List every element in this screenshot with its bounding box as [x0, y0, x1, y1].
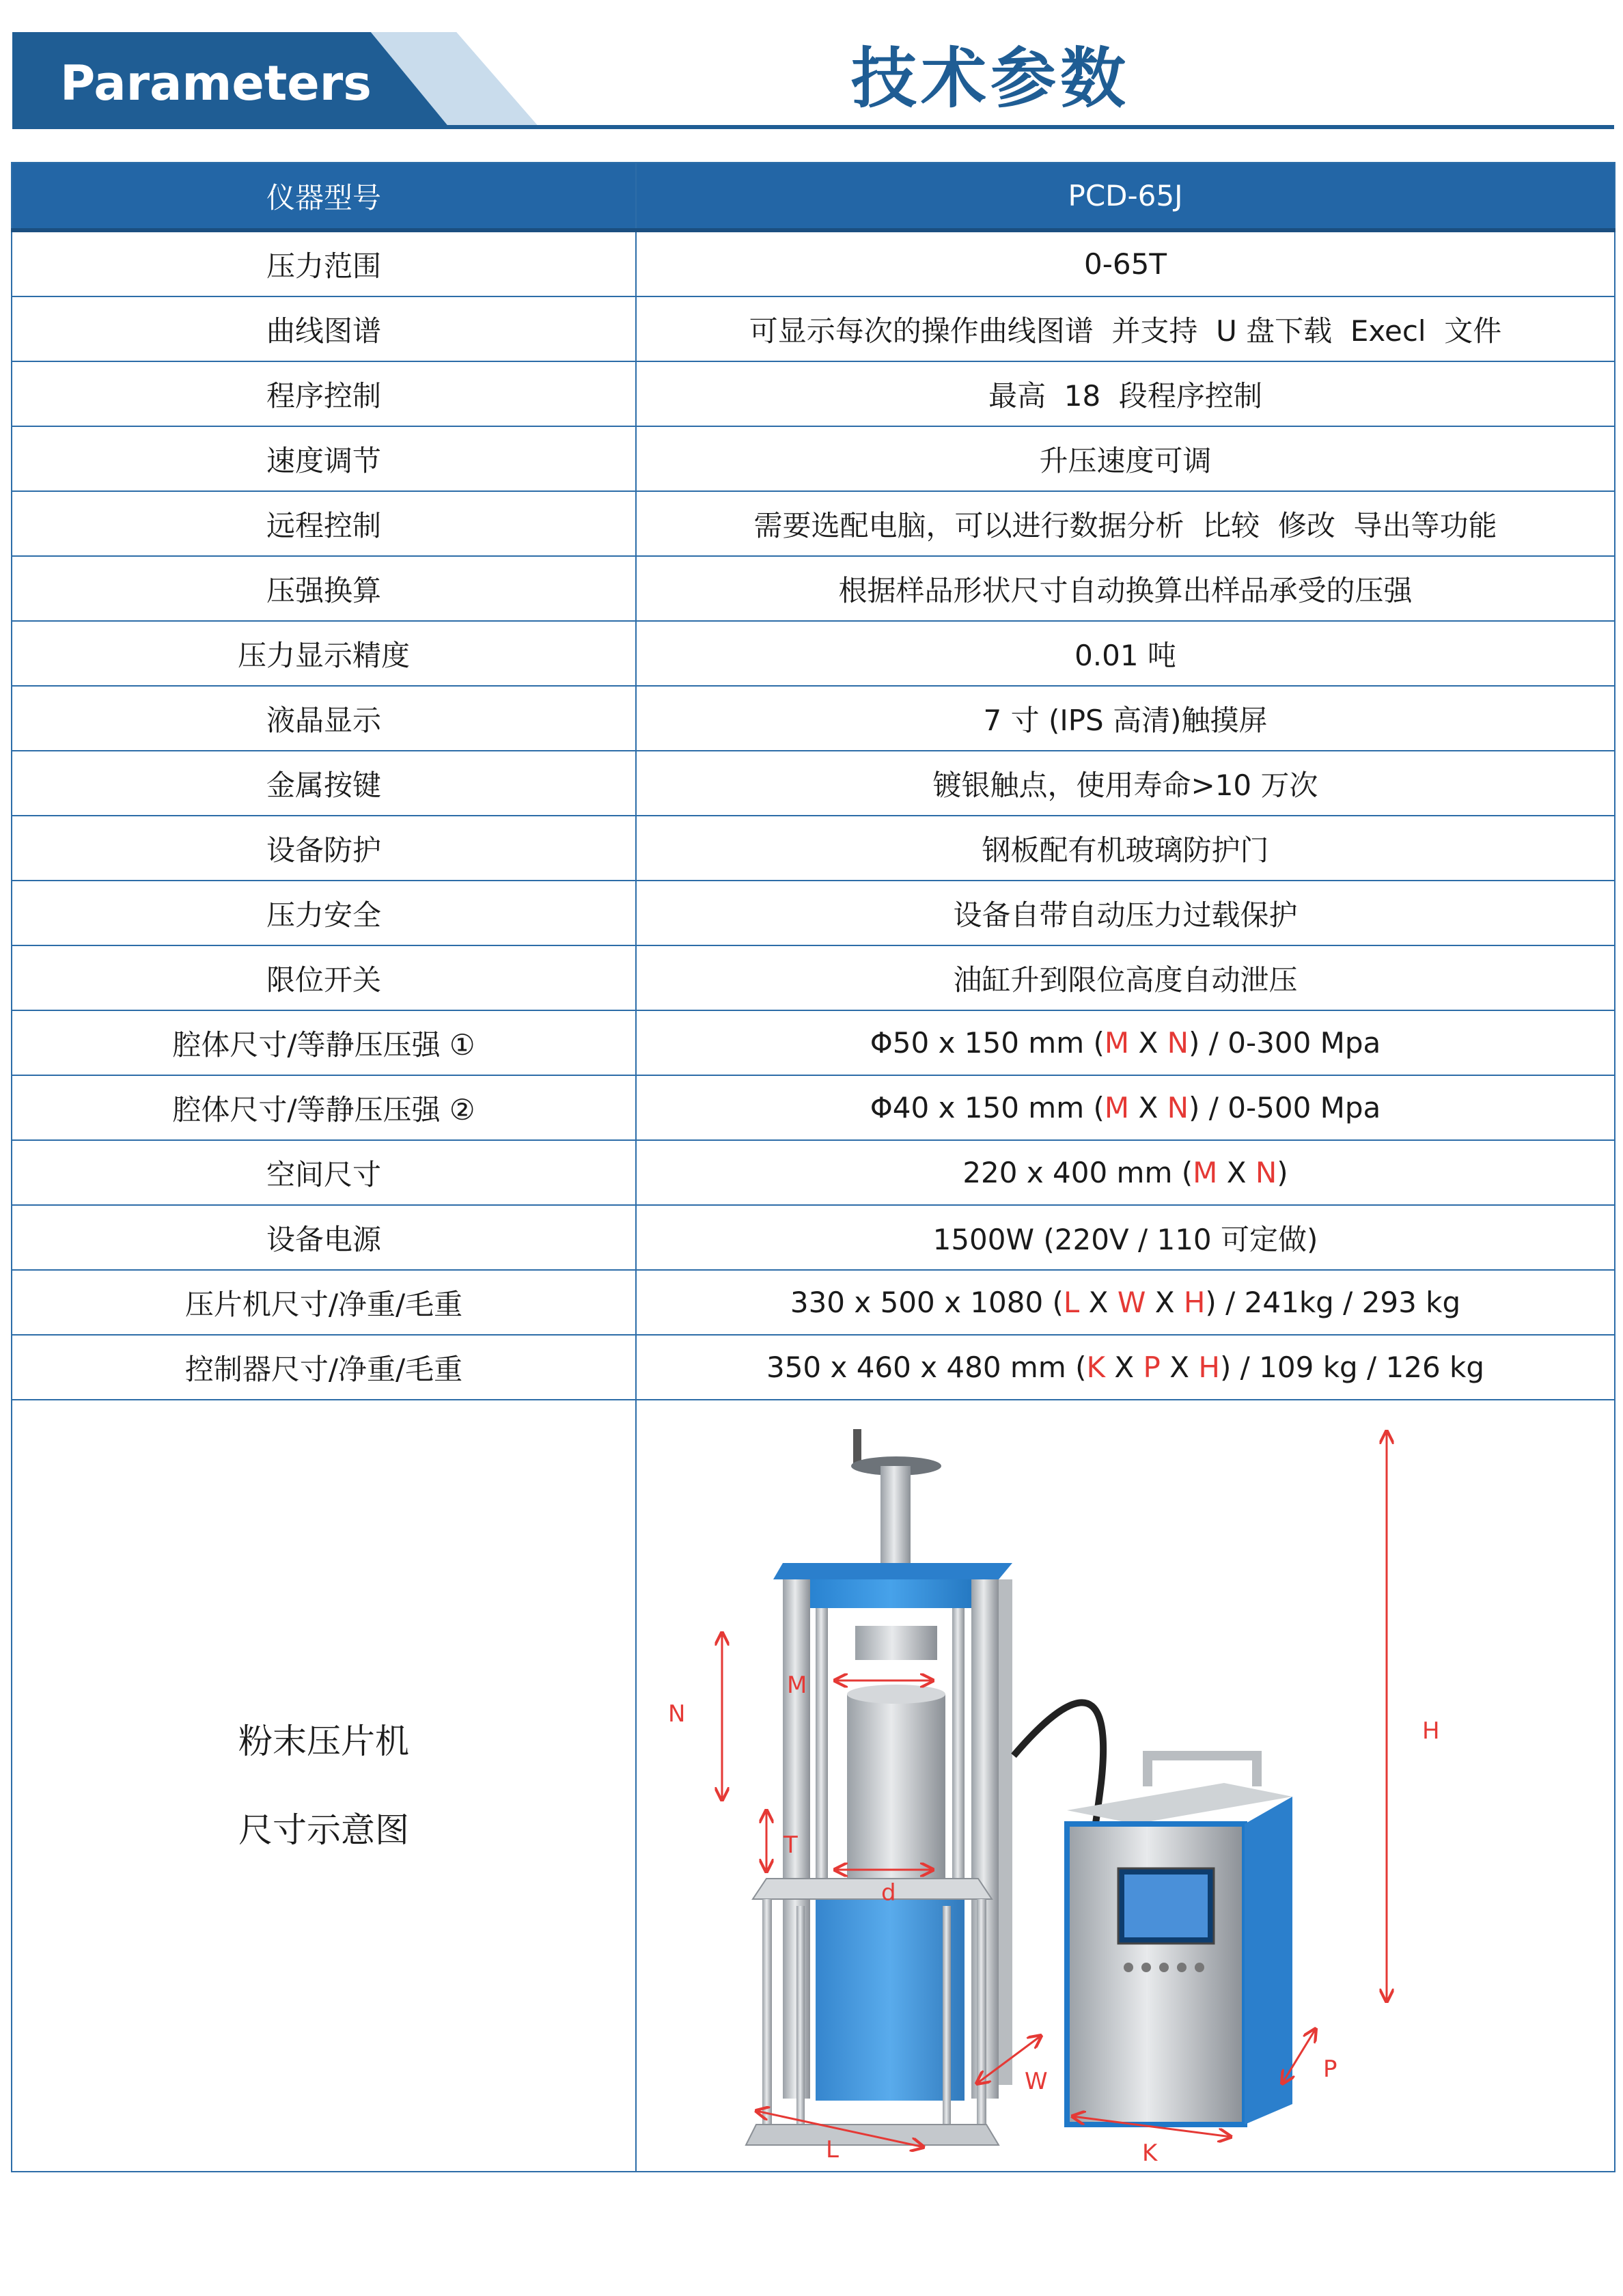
base-leg	[762, 1899, 772, 2138]
value-text: X	[1129, 1026, 1167, 1060]
value-text: X	[1146, 1286, 1184, 1319]
param-label: 设备防护	[12, 816, 636, 881]
param-value: 镀银触点，使用寿命>10 万次	[636, 751, 1615, 816]
param-label: 液晶显示	[12, 686, 636, 751]
value-text: 350 x 460 x 480 mm (	[766, 1351, 1087, 1384]
table-row	[12, 945, 1615, 1010]
base-plate	[746, 2125, 999, 2145]
table-row	[12, 751, 1615, 816]
mold-cylinder	[847, 1694, 945, 1879]
table-row	[12, 230, 1615, 296]
table-row	[12, 556, 1615, 621]
dim-label-t: T	[783, 1831, 798, 1859]
param-label: 速度调节	[12, 426, 636, 491]
param-label: 压强换算	[12, 556, 636, 621]
top-crossbar-front	[783, 1579, 999, 1608]
param-label: 程序控制	[12, 361, 636, 426]
value-text: X	[1129, 1091, 1167, 1124]
param-label: 限位开关	[12, 945, 636, 1010]
header-title-en: Parameters	[60, 55, 372, 111]
dim-symbol: L	[1063, 1286, 1080, 1319]
control-button	[1124, 1963, 1133, 1972]
table-row	[12, 816, 1615, 881]
column	[816, 1608, 828, 1895]
value-text: X	[1217, 1156, 1256, 1189]
dim-symbol: M	[1104, 1026, 1130, 1060]
table-row	[12, 1075, 1615, 1140]
press-machine	[746, 1429, 1012, 2145]
param-value: 0-65T	[636, 230, 1615, 296]
param-value: 1500W (220V / 110 可定做)	[636, 1205, 1615, 1270]
dim-symbol: H	[1198, 1351, 1220, 1384]
param-label: 金属按键	[12, 751, 636, 816]
dim-label-m: M	[787, 1672, 807, 1699]
table-row	[12, 361, 1615, 426]
hydraulic-cylinder	[816, 1882, 965, 2101]
base-leg	[796, 1906, 805, 2131]
param-value: 0.01 吨	[636, 621, 1615, 686]
param-label: 远程控制	[12, 491, 636, 556]
value-text: ) / 109 kg / 126 kg	[1219, 1351, 1485, 1384]
param-value	[636, 1010, 1615, 1075]
dim-symbol: K	[1086, 1351, 1106, 1384]
dim-label-k: K	[1142, 2140, 1158, 2167]
table-row	[12, 686, 1615, 751]
value-text: 330 x 500 x 1080 (	[790, 1286, 1064, 1319]
value-text: Φ40 x 150 mm (	[870, 1091, 1105, 1124]
dim-label-d: d	[881, 1879, 896, 1907]
press-machine-diagram	[637, 1400, 1615, 2171]
dim-symbol: M	[1193, 1156, 1218, 1189]
param-label: 腔体尺寸/等静压压强 ②	[12, 1075, 636, 1140]
dim-label-h: H	[1422, 1717, 1440, 1745]
control-button	[1141, 1963, 1151, 1972]
param-label: 腔体尺寸/等静压压强 ①	[12, 1010, 636, 1075]
column	[952, 1608, 965, 1895]
table-row	[12, 621, 1615, 686]
param-label: 设备电源	[12, 1205, 636, 1270]
illustration-title-line1: 粉末压片机	[238, 1721, 409, 1761]
param-value	[636, 1335, 1615, 1400]
param-label: 控制器尺寸/净重/毛重	[12, 1335, 636, 1400]
dim-symbol: N	[1167, 1091, 1189, 1124]
dim-symbol: P	[1143, 1351, 1161, 1384]
table-row	[12, 296, 1615, 361]
value-text: 220 x 400 mm (	[962, 1156, 1193, 1189]
param-label: 压力显示精度	[12, 621, 636, 686]
table-row	[12, 1010, 1615, 1075]
value-text: Φ50 x 150 mm (	[870, 1026, 1105, 1060]
control-button	[1195, 1963, 1204, 1972]
dim-symbol: N	[1255, 1156, 1277, 1189]
param-value	[636, 1075, 1615, 1140]
parameters-table	[11, 162, 1615, 2172]
dim-label-n: N	[668, 1700, 686, 1728]
param-value: 升压速度可调	[636, 426, 1615, 491]
param-value: 7 寸 (IPS 高清)触摸屏	[636, 686, 1615, 751]
param-label: 压片机尺寸/净重/毛重	[12, 1270, 636, 1335]
table-row	[12, 491, 1615, 556]
value-text: )	[1277, 1156, 1288, 1189]
header-title-cn: 技术参数	[851, 40, 1130, 117]
table-row	[12, 1270, 1615, 1335]
param-value: 设备自带自动压力过载保护	[636, 881, 1615, 945]
table-row	[12, 881, 1615, 945]
control-button	[1159, 1963, 1169, 1972]
param-value	[636, 1270, 1615, 1335]
illustration-title-line2: 尺寸示意图	[238, 1810, 409, 1850]
value-text: ) / 0-300 Mpa	[1189, 1026, 1381, 1060]
dim-symbol: N	[1167, 1026, 1189, 1060]
param-value: 可显示每次的操作曲线图谱 并支持 U 盘下载 Execl 文件	[636, 296, 1615, 361]
ram-top	[855, 1626, 937, 1660]
dim-label-w: W	[1025, 2068, 1048, 2095]
param-value: 钢板配有机玻璃防护门	[636, 816, 1615, 881]
param-value: 最高 18 段程序控制	[636, 361, 1615, 426]
table-header-row	[12, 163, 1615, 230]
dim-label-p: P	[1323, 2056, 1337, 2083]
table-row	[12, 1205, 1615, 1270]
base-leg	[943, 1906, 951, 2131]
param-value	[636, 1140, 1615, 1205]
param-label: 空间尺寸	[12, 1140, 636, 1205]
work-platform	[753, 1879, 992, 1899]
param-label: 曲线图谱	[12, 296, 636, 361]
table-row	[12, 1140, 1615, 1205]
controller-side	[1245, 1797, 1292, 2125]
page-header	[0, 0, 1623, 137]
param-label: 压力安全	[12, 881, 636, 945]
control-button	[1177, 1963, 1187, 1972]
illustration-label-cell	[12, 1400, 636, 2172]
controller-handle	[1148, 1756, 1257, 1786]
value-text: ) / 0-500 Mpa	[1189, 1091, 1381, 1124]
param-value: 根据样品形状尺寸自动换算出样品承受的压强	[636, 556, 1615, 621]
value-text: X	[1105, 1351, 1143, 1384]
value-text: X	[1160, 1351, 1199, 1384]
illustration-row	[12, 1400, 1615, 2172]
mold-top	[847, 1685, 945, 1704]
param-value: 需要选配电脑，可以进行数据分析 比较 修改 导出等功能	[636, 491, 1615, 556]
dim-label-l: L	[826, 2136, 839, 2163]
value-text: ) / 241kg / 293 kg	[1205, 1286, 1461, 1319]
top-crossbar	[773, 1563, 1012, 1579]
dim-symbol: W	[1117, 1286, 1146, 1319]
dim-symbol: M	[1104, 1091, 1130, 1124]
param-value: 油缸升到限位高度自动泄压	[636, 945, 1615, 1010]
header-label-cell: 仪器型号	[12, 163, 636, 230]
controller-unit	[1067, 1756, 1292, 2125]
dim-symbol: H	[1183, 1286, 1206, 1319]
table-row	[12, 1335, 1615, 1400]
frame-side	[999, 1579, 1012, 2085]
header-value-cell: PCD-65J	[636, 163, 1615, 230]
table-row	[12, 426, 1615, 491]
touchscreen-display	[1124, 1875, 1208, 1937]
handwheel-handle	[853, 1429, 861, 1463]
value-text: X	[1079, 1286, 1118, 1319]
header-divider	[12, 125, 1614, 129]
illustration-image-cell	[636, 1400, 1615, 2172]
base-leg	[977, 1899, 986, 2138]
param-label: 压力范围	[12, 230, 636, 296]
